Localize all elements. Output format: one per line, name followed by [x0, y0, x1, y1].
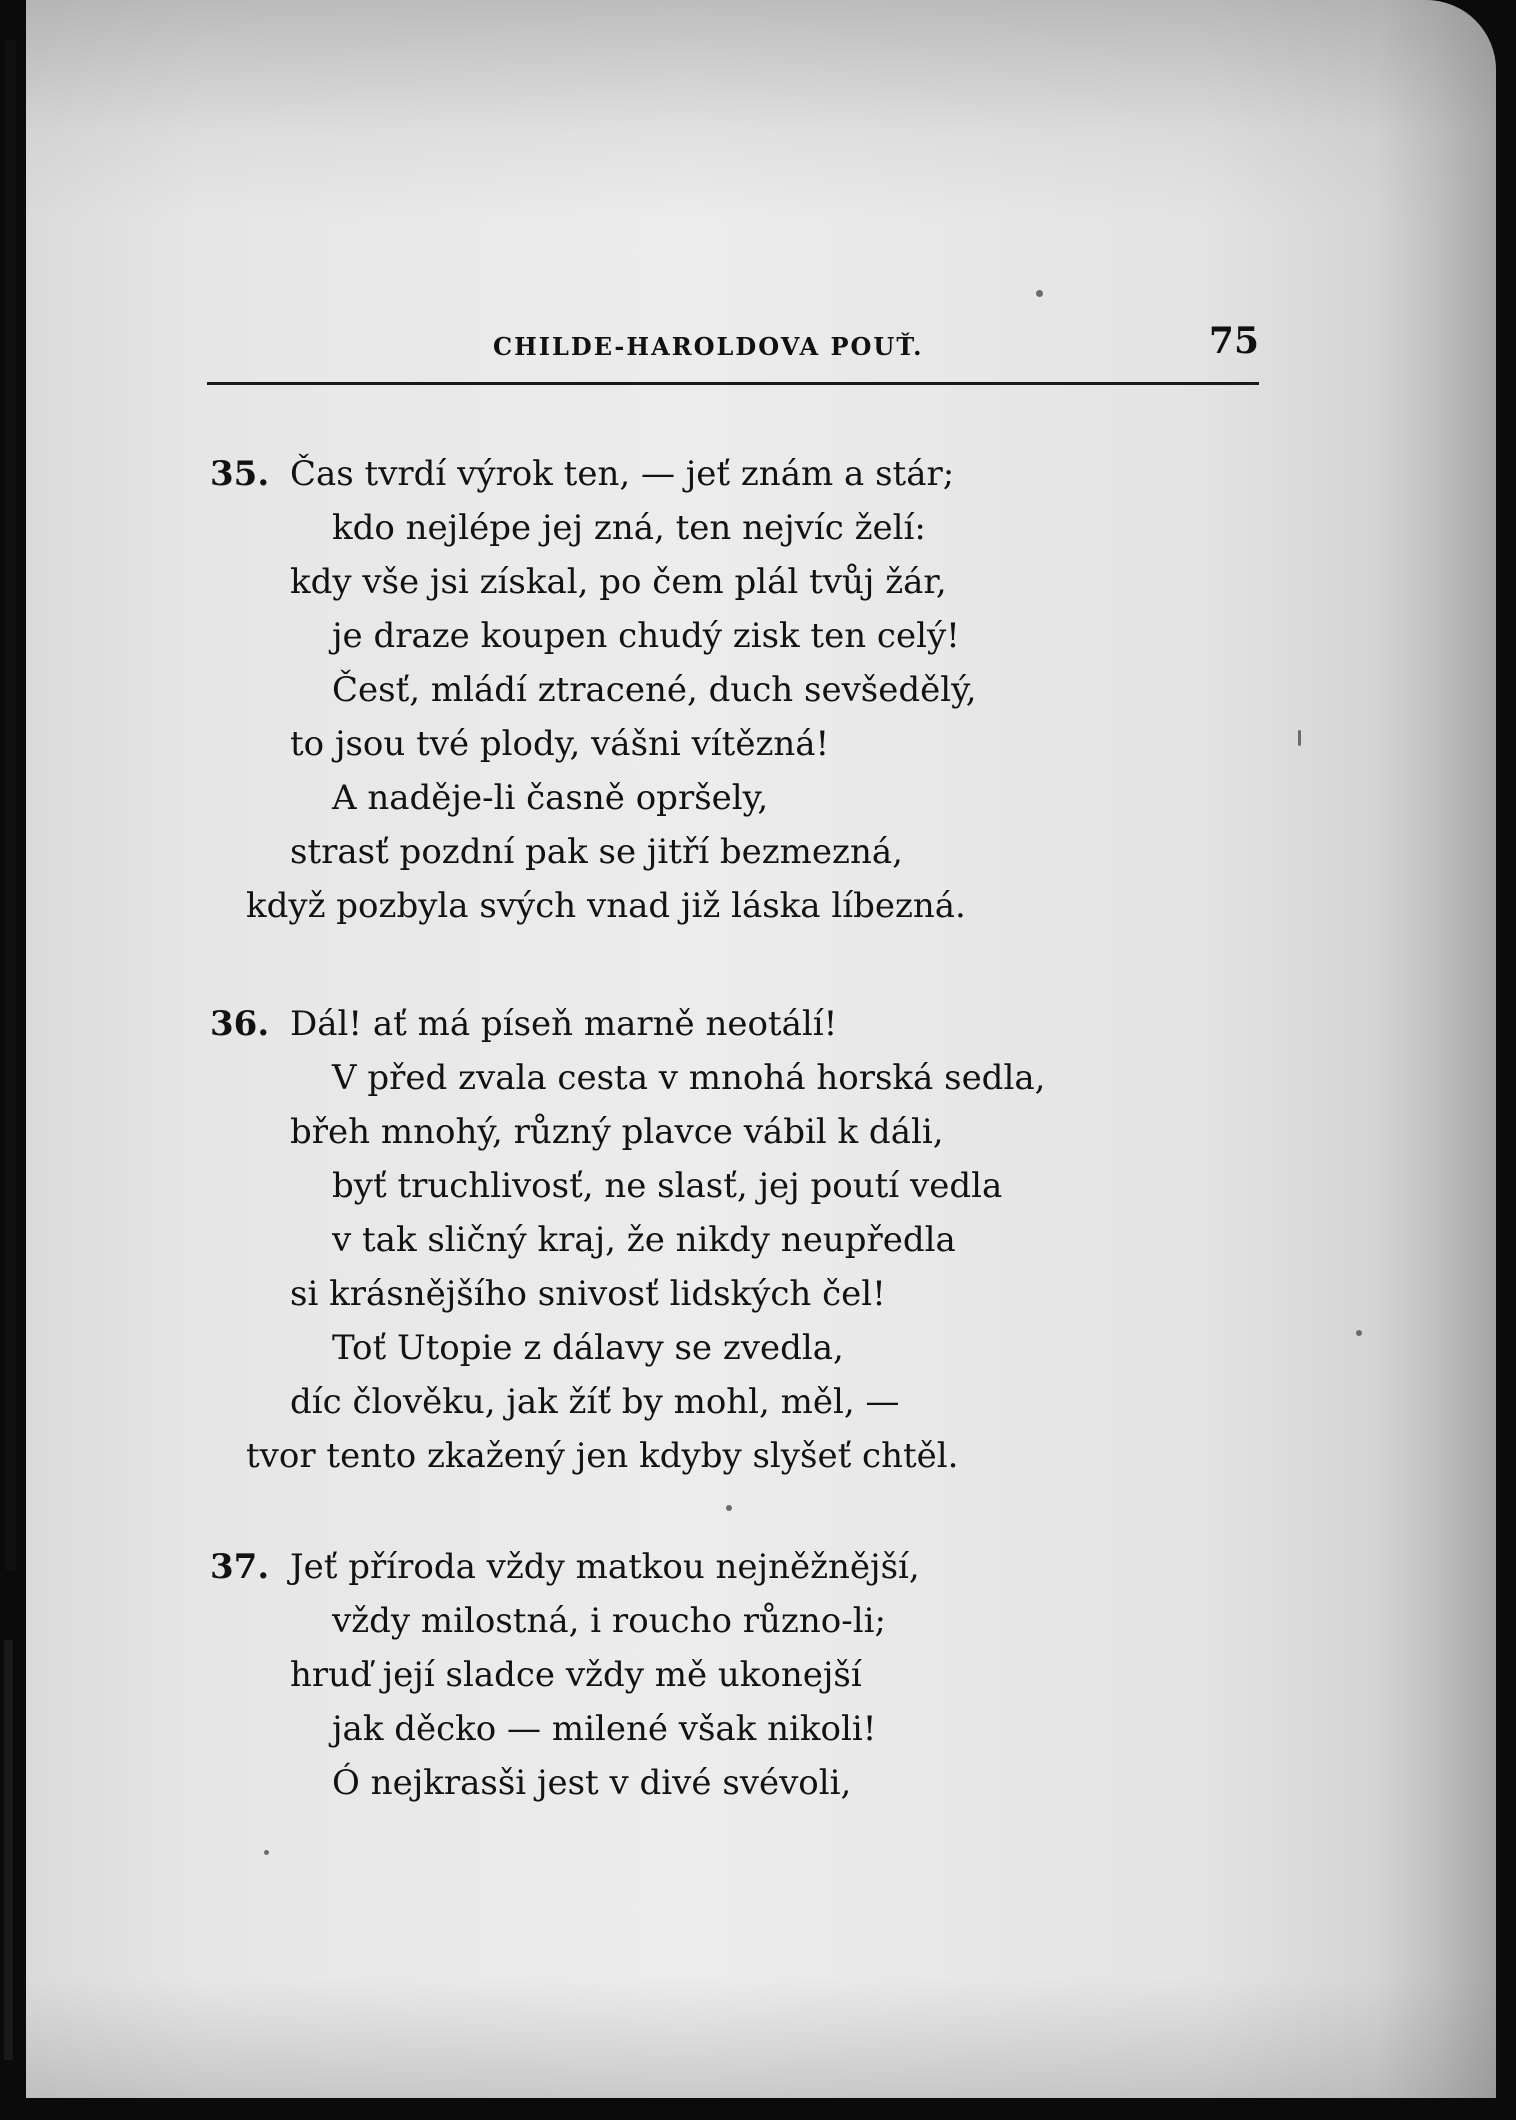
verse-line: břeh mnohý, různý plavce vábil k dáli, [290, 1112, 944, 1152]
stanza-number: 37. [210, 1547, 270, 1587]
print-speck [1298, 730, 1301, 746]
page-shadow [26, 1978, 1496, 2098]
running-title: CHILDE-HAROLDOVA POUŤ. [493, 332, 924, 361]
verse-line: Dál! ať má píseň marně neotálí! [290, 1004, 838, 1044]
verse-line: je draze koupen chudý zisk ten celý! [332, 616, 960, 656]
verse-line: byť truchlivosť, ne slasť, jej poutí vedla [332, 1166, 1003, 1206]
verse-line: tvor tento zkažený jen kdyby slyšeť chtěl. [246, 1436, 959, 1476]
verse-line: Toť Utopie z dálavy se zvedla, [332, 1328, 844, 1368]
verse-line: Čas tvrdí výrok ten, — jeť znám a stár; [290, 454, 955, 494]
print-speck [1356, 1330, 1362, 1336]
header-rule [207, 382, 1259, 385]
print-speck [1036, 290, 1043, 297]
verse-line: Česť, mládí ztracené, duch sevšedělý, [332, 670, 977, 710]
print-speck [264, 1850, 269, 1855]
page-number: 75 [1208, 320, 1259, 362]
binding-edge [6, 40, 16, 1570]
stanza-number: 35. [210, 454, 270, 494]
verse-line: kdy vše jsi získal, po čem plál tvůj žár, [290, 562, 947, 602]
verse-line: kdo nejlépe jej zná, ten nejvíc želí: [332, 508, 926, 548]
binding-edge-lower [4, 1640, 13, 2060]
verse-line: jak děcko — milené však nikoli! [332, 1709, 877, 1749]
verse-line: když pozbyla svých vnad již láska líbezná. [246, 886, 966, 926]
print-speck [726, 1505, 732, 1511]
verse-line: Jeť příroda vždy matkou nejněžnější, [290, 1547, 920, 1587]
running-header [207, 320, 1259, 382]
stanza-number: 36. [210, 1004, 270, 1044]
verse-line: hruď její sladce vždy mě ukonejší [290, 1655, 862, 1695]
verse-line: V před zvala cesta v mnohá horská sedla, [332, 1058, 1046, 1098]
verse-line: A naděje-li časně opršely, [332, 778, 769, 818]
verse-line: v tak sličný kraj, že nikdy neupředla [332, 1220, 956, 1260]
verse-line: strasť pozdní pak se jitří bezmezná, [290, 832, 903, 872]
verse-line: Ó nejkrasši jest v divé svévoli, [332, 1763, 852, 1803]
verse-line: to jsou tvé plody, vášni vítězná! [290, 724, 830, 764]
verse-line: díc člověku, jak žíť by mohl, měl, — [290, 1382, 900, 1422]
verse-line: si krásnějšího snivosť lidských čel! [290, 1274, 886, 1314]
verse-line: vždy milostná, i roucho různo-li; [332, 1601, 886, 1641]
